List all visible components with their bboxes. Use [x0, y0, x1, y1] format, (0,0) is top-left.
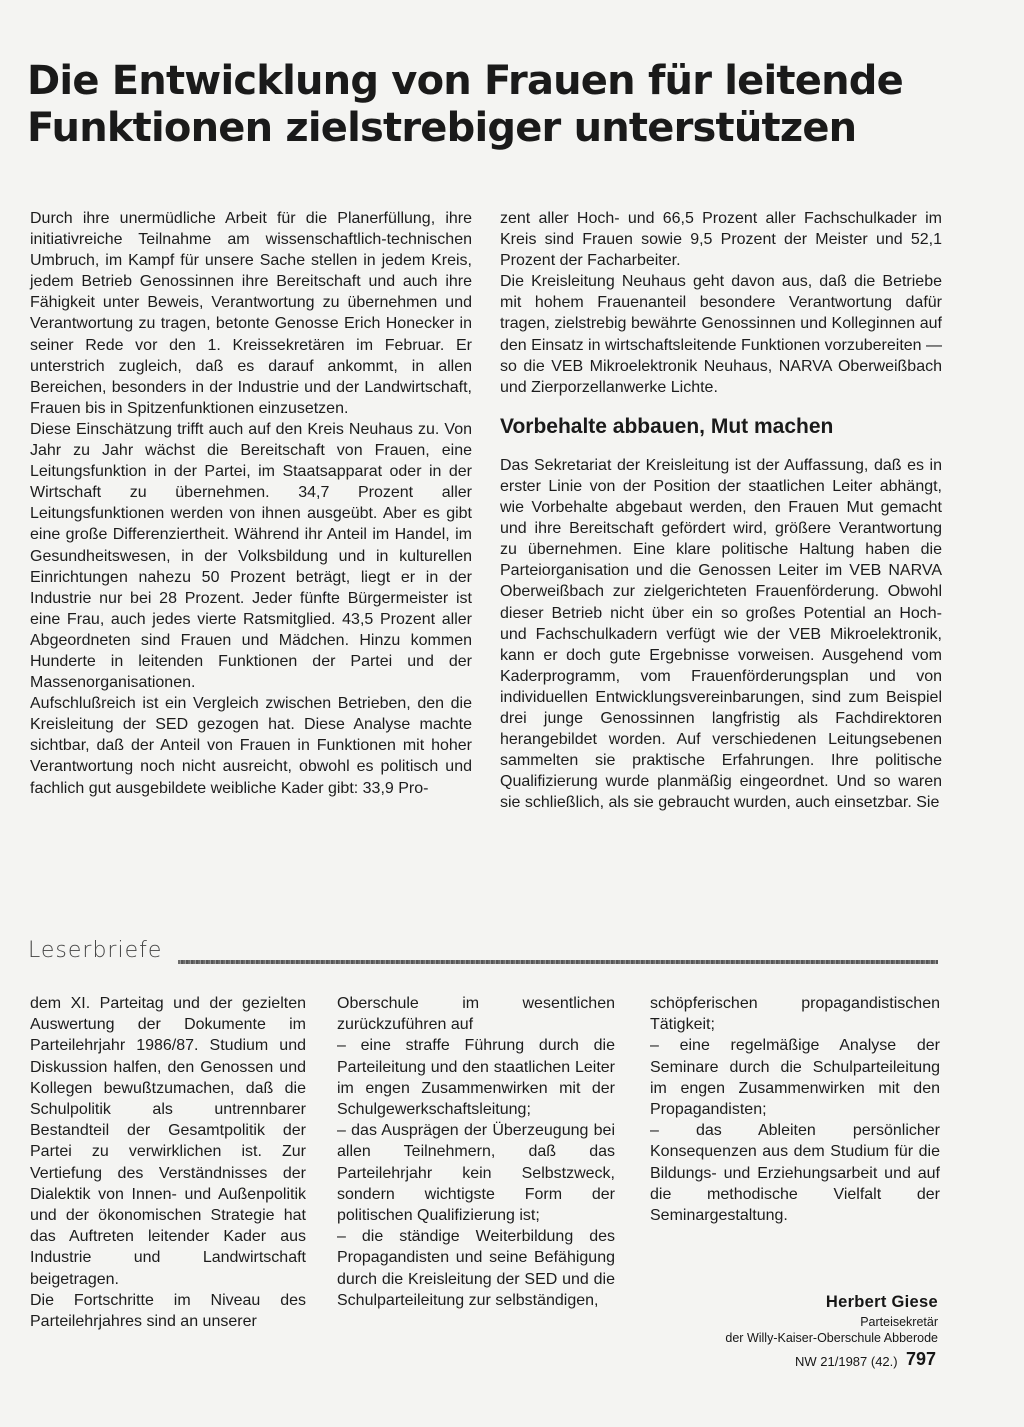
page-number: 797 [906, 1349, 937, 1369]
article-paragraph: Durch ihre unermüdliche Arbeit für die Planerfüllung, ihre initiativreiche Teilnahme am wissenschaftlich-technischen Umbruch, im Kampf für unsere Sache stellen in jedem Kreis, jedem Betrieb Genossinnen ihre Bereitschaft und auch ihre Fähigkeit unter Beweis, Verantwortung zu übernehmen und Verantwortung zu tragen, betonte Genosse Erich Honecker in seiner Rede vor den 1. Kreissekretären im Februar. Er unterstrich zugleich, daß es darauf ankommt, in allen Bereichen, besonders in der Industrie und der Landwirtschaft, Frauen bis in Spitzenfunktionen einzusetzen. [30, 210, 472, 417]
letter-paragraph: schöpferischen propagandistischen Tätigkeit; [650, 995, 940, 1034]
issue-label: NW 21/1987 (42.) [795, 1354, 898, 1369]
article-paragraph: Die Kreisleitung Neuhaus geht davon aus, daß die Betriebe mit hohem Frauenanteil besondere Verantwortung dafür tragen, zielstrebig bewährte Genossinnen und Kolleginnen auf den Einsatz in wirtschaftsleitende Funktionen vorzubereiten — so die VEB Mikroelektronik Neuhaus, NARVA Oberweißbach und Zierporzellanwerke Lichte. [500, 273, 943, 396]
letter-list-item: – das Ausprägen der Überzeugung bei allen Teilnehmern, daß das Parteilehrjahr kein Selbstzweck, sondern wichtigste Form der politischen Qualifizierung ist; [337, 1122, 615, 1225]
article-column-left [30, 208, 472, 799]
author-name: Herbert Giese [825, 1293, 938, 1311]
letter-paragraph: dem XI. Parteitag und der gezielten Auswertung der Dokumente im Parteilehrjahr 1986/87. Studium und Diskussion halfen, den Genossen und Kollegen bewußtzumachen, daß die Schulpolitik als untrennbarer Bestandteil der Gesamtpolitik der Partei zu verwirklichen ist. Zur Vertiefung des Verständnisses der Dialektik von Innen- und Außenpolitik und der ökonomischen Strategie hat das Auftreten leitender Kader aus Industrie und Landwirtschaft beigetragen. [30, 995, 306, 1288]
article-paragraph: Diese Einschätzung trifft auch auf den Kreis Neuhaus zu. Von Jahr zu Jahr wächst die Bereitschaft von Frauen, eine Leitungsfunktion in der Partei, im Staatsapparat oder in der Wirtschaft zu übernehmen. 34,7 Prozent aller Leitungsfunktionen werden von ihnen ausgeübt. Aber es gibt eine große Differenziertheit. Während ihr Anteil im Handel, im Gesundheitswesen, in der Volksbildung und in kulturellen Einrichtungen nahezu 50 Prozent beträgt, liegt er in der Industrie nur bei 28 Prozent. Jeder fünfte Bürgermeister ist eine Frau, auch jedes vierte Ratsmitglied. 43,5 Prozent aller Abgeordneten sind Frauen und Mädchen. Hinzu kommen Hunderte in leitenden Funktionen der Partei und der Massenorganisationen. [30, 420, 472, 692]
letter-list-item: – eine regelmäßige Analyse der Seminare durch die Schulparteileitung im engen Zusammenwirken mit den Propagandisten; [650, 1037, 940, 1119]
section-label-leserbriefe: Leserbriefe [28, 938, 163, 963]
letter-paragraph: Die Fortschritte im Niveau des Parteilehrjahres sind an unserer [30, 1291, 306, 1331]
letter-column-2 [337, 993, 615, 1311]
letter-list-item: – eine straffe Führung durch die Parteileitung und den staatlichen Leiter im engen Zusammenwirken mit der Schulgewerkschaftsleitung; [337, 1037, 615, 1119]
section-divider [178, 960, 938, 964]
article-headline [27, 58, 927, 152]
article-subheading: Vorbehalte abbauen, Mut machen [500, 414, 834, 438]
letter-column-3 [650, 993, 940, 1226]
article-paragraph: zent aller Hoch- und 66,5 Prozent aller Fachschulkader im Kreis sind Frauen sowie 9,5 Prozent der Meister und 52,1 Prozent der Facharbeiter. [500, 210, 942, 270]
letter-list-item: – die ständige Weiterbildung des Propagandisten und seine Befähigung durch die Kreisleitung der SED und die Schulparteileitung zur selbständigen, [337, 1228, 615, 1309]
article-paragraph: Aufschlußreich ist ein Vergleich zwischen Betrieben, den die Kreisleitung der SED gezogen hat. Diese Analyse machte sichtbar, daß der Anteil von Frauen in Funktionen mit hoher Verantwortung noch nicht ausreicht, obwohl es politisch und fachlich gut ausgebildete weibliche Kader gibt: 33,9 Pro- [30, 695, 472, 797]
author-role: Parteisekretär [860, 1315, 938, 1329]
letter-column-1 [30, 993, 306, 1332]
letter-list-item: – das Ableiten persönlicher Konsequenzen aus dem Studium für die Bildungs- und Erziehungsarbeit und auf die methodische Vielfalt der Seminargestaltung. [650, 1122, 940, 1225]
letter-paragraph: Oberschule im wesentlichen zurückzuführen auf [337, 995, 615, 1034]
headline-line-1: Die Entwicklung von Frauen für leitende [27, 58, 903, 104]
author-affiliation: der Willy-Kaiser-Oberschule Abberode [725, 1331, 938, 1345]
letter-signature [725, 1290, 938, 1346]
article-column-right [500, 208, 942, 813]
headline-line-2: Funktionen zielstrebiger unterstützen [27, 105, 857, 151]
article-paragraph: Das Sekretariat der Kreisleitung ist der Auffassung, daß es in erster Linie von der Position der staatlichen Leiter abhängt, wie Vorbehalte abgebaut werden, den Frauen Mut gemacht und ihre Bereitschaft gefördert wird, größere Verantwortung zu übernehmen. Eine klare politische Haltung haben die Parteiorganisation und die Genossen Leiter im VEB NARVA Oberweißbach zur zielgerichteten Frauenförderung. Obwohl dieser Betrieb nicht über ein so großes Potential an Hoch- und Fachschulkadern verfügt wie der VEB Mikroelektronik, kann er doch gute Ergebnisse vorweisen. Ausgehend vom Kaderprogramm, vom Frauenförderungsplan und von individuellen Entwicklungsvereinbarungen, sind zum Beispiel drei junge Genossinnen langfristig als Fachdirektoren herangebildet worden. Auf verschiedenen Leitungsebenen sammelten sie praktische Erfahrungen. Ihre politische Qualifizierung wurde planmäßig eingeordnet. Und so waren sie schließlich, als sie gebraucht wurden, auch einsetzbar. Sie [500, 456, 942, 812]
